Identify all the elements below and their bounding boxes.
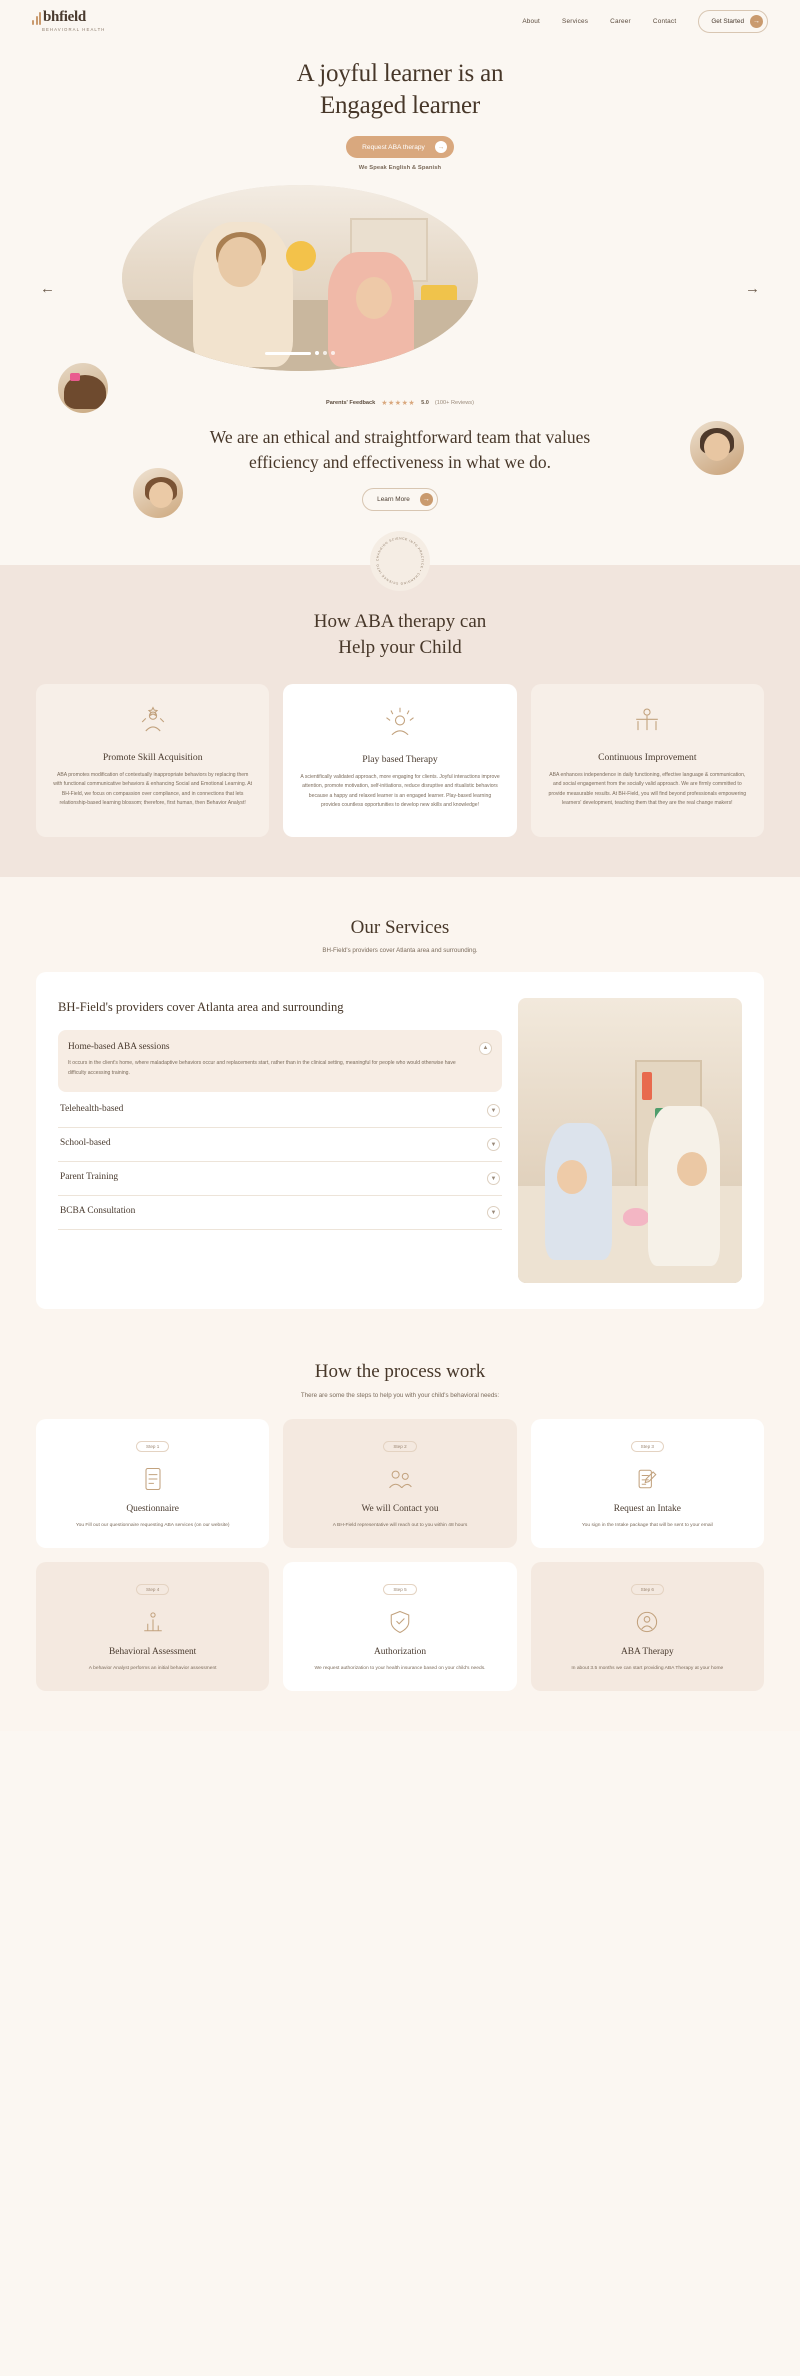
aba-card-title: Play based Therapy bbox=[362, 753, 438, 765]
accordion-item-home-based[interactable] bbox=[58, 1030, 502, 1092]
services-section bbox=[0, 877, 800, 1343]
nav-item-about[interactable]: About bbox=[522, 17, 541, 25]
process-title: How the process work bbox=[314, 1360, 486, 1382]
request-aba-therapy-button[interactable] bbox=[346, 136, 454, 158]
hero-title bbox=[0, 58, 800, 122]
nav-item-services[interactable]: Services bbox=[562, 17, 589, 25]
step-badge: Step 1 bbox=[136, 1441, 169, 1452]
svg-text:CHANGING SCIENCE INTO PRACTICE: CHANGING SCIENCE INTO PRACTICE • CHANGING SCIENCE INTO bbox=[375, 536, 425, 586]
hero-carousel[interactable] bbox=[0, 185, 800, 385]
step-body: A behavior Analyst performs an initial behavior assessment bbox=[88, 1665, 217, 1671]
accordion-title: Home-based ABA sessions bbox=[68, 1041, 170, 1052]
services-panel bbox=[36, 972, 764, 1309]
reviews-label: Parents' Feedback bbox=[326, 400, 376, 406]
ethical-section bbox=[0, 407, 800, 537]
process-step-contact bbox=[283, 1419, 516, 1548]
services-subtitle: BH-Field's providers cover Atlanta area and surrounding. bbox=[322, 946, 478, 954]
process-section bbox=[0, 1343, 800, 1731]
step-title: We will Contact you bbox=[361, 1503, 439, 1514]
aba-help-section bbox=[0, 565, 800, 877]
step-badge: Step 2 bbox=[383, 1441, 416, 1452]
aba-help-title-line2: Help your Child bbox=[338, 637, 462, 659]
aba-card-play-based-therapy bbox=[283, 684, 516, 837]
step-body: We request authorization to your health insurance based on your child's needs. bbox=[314, 1665, 486, 1671]
contact-people-icon bbox=[297, 1462, 502, 1496]
chevron-down-icon[interactable]: ▼ bbox=[487, 1172, 500, 1185]
team-photo-left bbox=[130, 465, 186, 521]
team-photo-right bbox=[690, 421, 744, 475]
aba-card-body: ABA promotes modification of contextually inappropriate behaviors by replacing them with functional communicative behaviors & enhancing Social and Emotional Learning. At BH-Field, we focus on compassion over compliance, and in connections that lets relationship-based learning blossom; therefore, first human, then Behavior Analyst! bbox=[53, 771, 253, 807]
chevron-down-icon[interactable]: ▼ bbox=[487, 1206, 500, 1219]
reviews-summary bbox=[0, 399, 800, 407]
accordion-title: Telehealth-based bbox=[60, 1104, 124, 1115]
aba-help-title-line1: How ABA therapy can bbox=[313, 610, 487, 632]
learn-more-label: Learn More bbox=[377, 495, 410, 503]
accordion-item-parent-training[interactable] bbox=[58, 1162, 502, 1196]
step-body: A BH-Field representative will reach out to you within 48 hours bbox=[332, 1522, 468, 1528]
arrow-right-icon: → bbox=[750, 15, 763, 28]
step-title: Questionnaire bbox=[126, 1503, 179, 1514]
step-title: Request an Intake bbox=[613, 1503, 681, 1514]
get-started-button[interactable] bbox=[698, 10, 768, 33]
main-nav bbox=[522, 10, 768, 33]
aba-card-title: Promote Skill Acquisition bbox=[102, 751, 203, 763]
step-badge: Step 3 bbox=[631, 1441, 664, 1452]
shield-check-icon bbox=[297, 1605, 502, 1639]
accordion-item-bcba-consultation[interactable] bbox=[58, 1196, 502, 1230]
accordion-item-telehealth[interactable] bbox=[58, 1094, 502, 1128]
hero-title-line2: Engaged learner bbox=[319, 92, 481, 119]
logo[interactable] bbox=[32, 10, 106, 32]
person-star-icon bbox=[52, 702, 253, 742]
step-badge: Step 4 bbox=[136, 1584, 169, 1595]
services-photo bbox=[518, 998, 742, 1283]
process-subtitle: There are some the steps to help you with your child's behavioral needs: bbox=[300, 1391, 500, 1399]
aba-card-continuous-improvement bbox=[531, 684, 764, 837]
process-step-intake bbox=[531, 1419, 764, 1548]
process-steps-grid bbox=[36, 1419, 764, 1691]
rotating-badge bbox=[0, 531, 800, 591]
step-title: Authorization bbox=[373, 1646, 427, 1657]
carousel-next-icon[interactable]: → bbox=[745, 280, 760, 297]
step-body: In about 3.5 months we can start providing ABA Therapy at your home bbox=[571, 1665, 724, 1671]
reviews-count: (100+ Reviews) bbox=[434, 400, 474, 406]
step-title: Behavioral Assessment bbox=[109, 1646, 197, 1657]
aba-help-title bbox=[36, 609, 764, 662]
learn-more-button[interactable] bbox=[362, 488, 438, 511]
growth-person-icon bbox=[547, 702, 748, 742]
step-title: ABA Therapy bbox=[620, 1646, 674, 1657]
carousel-dot-1[interactable] bbox=[315, 351, 319, 355]
chevron-down-icon[interactable]: ▼ bbox=[487, 1104, 500, 1117]
carousel-pagination[interactable] bbox=[265, 351, 335, 355]
step-badge: Step 6 bbox=[631, 1584, 664, 1595]
star-rating-icon: ★★★★★ bbox=[381, 400, 416, 407]
aba-card-title: Continuous Improvement bbox=[598, 751, 697, 763]
accordion-body: It occurs in the client's home, where maladaptive behaviors occur and replacements start, rather than in the clinical setting, meaningful for people who would otherwise have difficulty accessing training. bbox=[68, 1059, 456, 1076]
carousel-prev-icon[interactable]: ← bbox=[40, 280, 55, 297]
process-step-behavioral-assessment bbox=[36, 1562, 269, 1691]
reviews-score: 5.0 bbox=[421, 400, 429, 406]
logo-bars-icon bbox=[32, 12, 41, 25]
step-body: You Fill out our questionnaire requesting ABA services (on our website) bbox=[75, 1522, 230, 1528]
therapy-care-icon bbox=[545, 1605, 750, 1639]
accordion-title: BCBA Consultation bbox=[60, 1206, 136, 1217]
process-step-authorization bbox=[283, 1562, 516, 1691]
ethical-heading: We are an ethical and straightforward team that values efficiency and effectiveness in what we do. bbox=[209, 427, 591, 473]
intake-document-icon bbox=[545, 1462, 750, 1496]
logo-subtitle: BEHAVIORAL HEALTH bbox=[42, 27, 106, 32]
services-accordion bbox=[58, 998, 502, 1283]
accordion-title: Parent Training bbox=[60, 1172, 119, 1183]
request-aba-therapy-label: Request ABA therapy bbox=[362, 143, 425, 151]
chevron-down-icon[interactable]: ▼ bbox=[487, 1138, 500, 1151]
accordion-item-school-based[interactable] bbox=[58, 1128, 502, 1162]
hero-title-line1: A joyful learner is an bbox=[296, 60, 504, 87]
services-panel-heading: BH-Field's providers cover Atlanta area and surrounding bbox=[58, 999, 344, 1014]
carousel-dot-3[interactable] bbox=[331, 351, 335, 355]
languages-note: We Speak English & Spanish bbox=[358, 165, 442, 171]
carousel-slide-image bbox=[122, 185, 478, 371]
accordion-title: School-based bbox=[60, 1138, 111, 1149]
process-step-questionnaire bbox=[36, 1419, 269, 1548]
nav-item-career[interactable]: Career bbox=[610, 17, 631, 25]
step-body: You sign in the Intake package that will be sent to your email bbox=[581, 1522, 713, 1528]
rotating-badge-icon bbox=[370, 531, 430, 591]
logo-text: bhfield bbox=[43, 9, 86, 25]
chevron-up-icon[interactable]: ▲ bbox=[479, 1042, 492, 1055]
questionnaire-icon bbox=[50, 1462, 255, 1496]
process-step-aba-therapy bbox=[531, 1562, 764, 1691]
carousel-dot-2[interactable] bbox=[323, 351, 327, 355]
aba-card-body: A scientifically validated approach, more engaging for clients. Joyful interactions improve attention, promote motivation, self-initiations, reduce disruptive and ritualistic behaviors because a happy and relaxed learner is an engaged learner. Play-based learning provides countless opportunities to develop new skills and knowledge! bbox=[300, 773, 500, 809]
carousel-progress-bar bbox=[265, 352, 311, 355]
step-badge: Step 5 bbox=[383, 1584, 416, 1595]
get-started-label: Get Started bbox=[711, 17, 744, 25]
aba-card-body: ABA enhances independence in daily functioning, effective language & communication, and social engagement from the socially valid approach. We are firmly committed to provide measurable results. At BH-Field, you will find beyond professionals empowering learners' development, teaching them that they are the real change makers! bbox=[548, 771, 747, 807]
happy-child-icon bbox=[299, 704, 500, 744]
hero-section bbox=[0, 42, 800, 407]
nav-item-contact[interactable]: Contact bbox=[652, 17, 677, 25]
services-title: Our Services bbox=[350, 916, 450, 938]
aba-card-skill-acquisition bbox=[36, 684, 269, 837]
therapy-session-photo bbox=[122, 185, 478, 371]
site-header bbox=[0, 0, 800, 42]
arrow-right-icon: → bbox=[420, 493, 433, 506]
assessment-chart-icon bbox=[50, 1605, 255, 1639]
arrow-right-icon: → bbox=[435, 141, 447, 153]
